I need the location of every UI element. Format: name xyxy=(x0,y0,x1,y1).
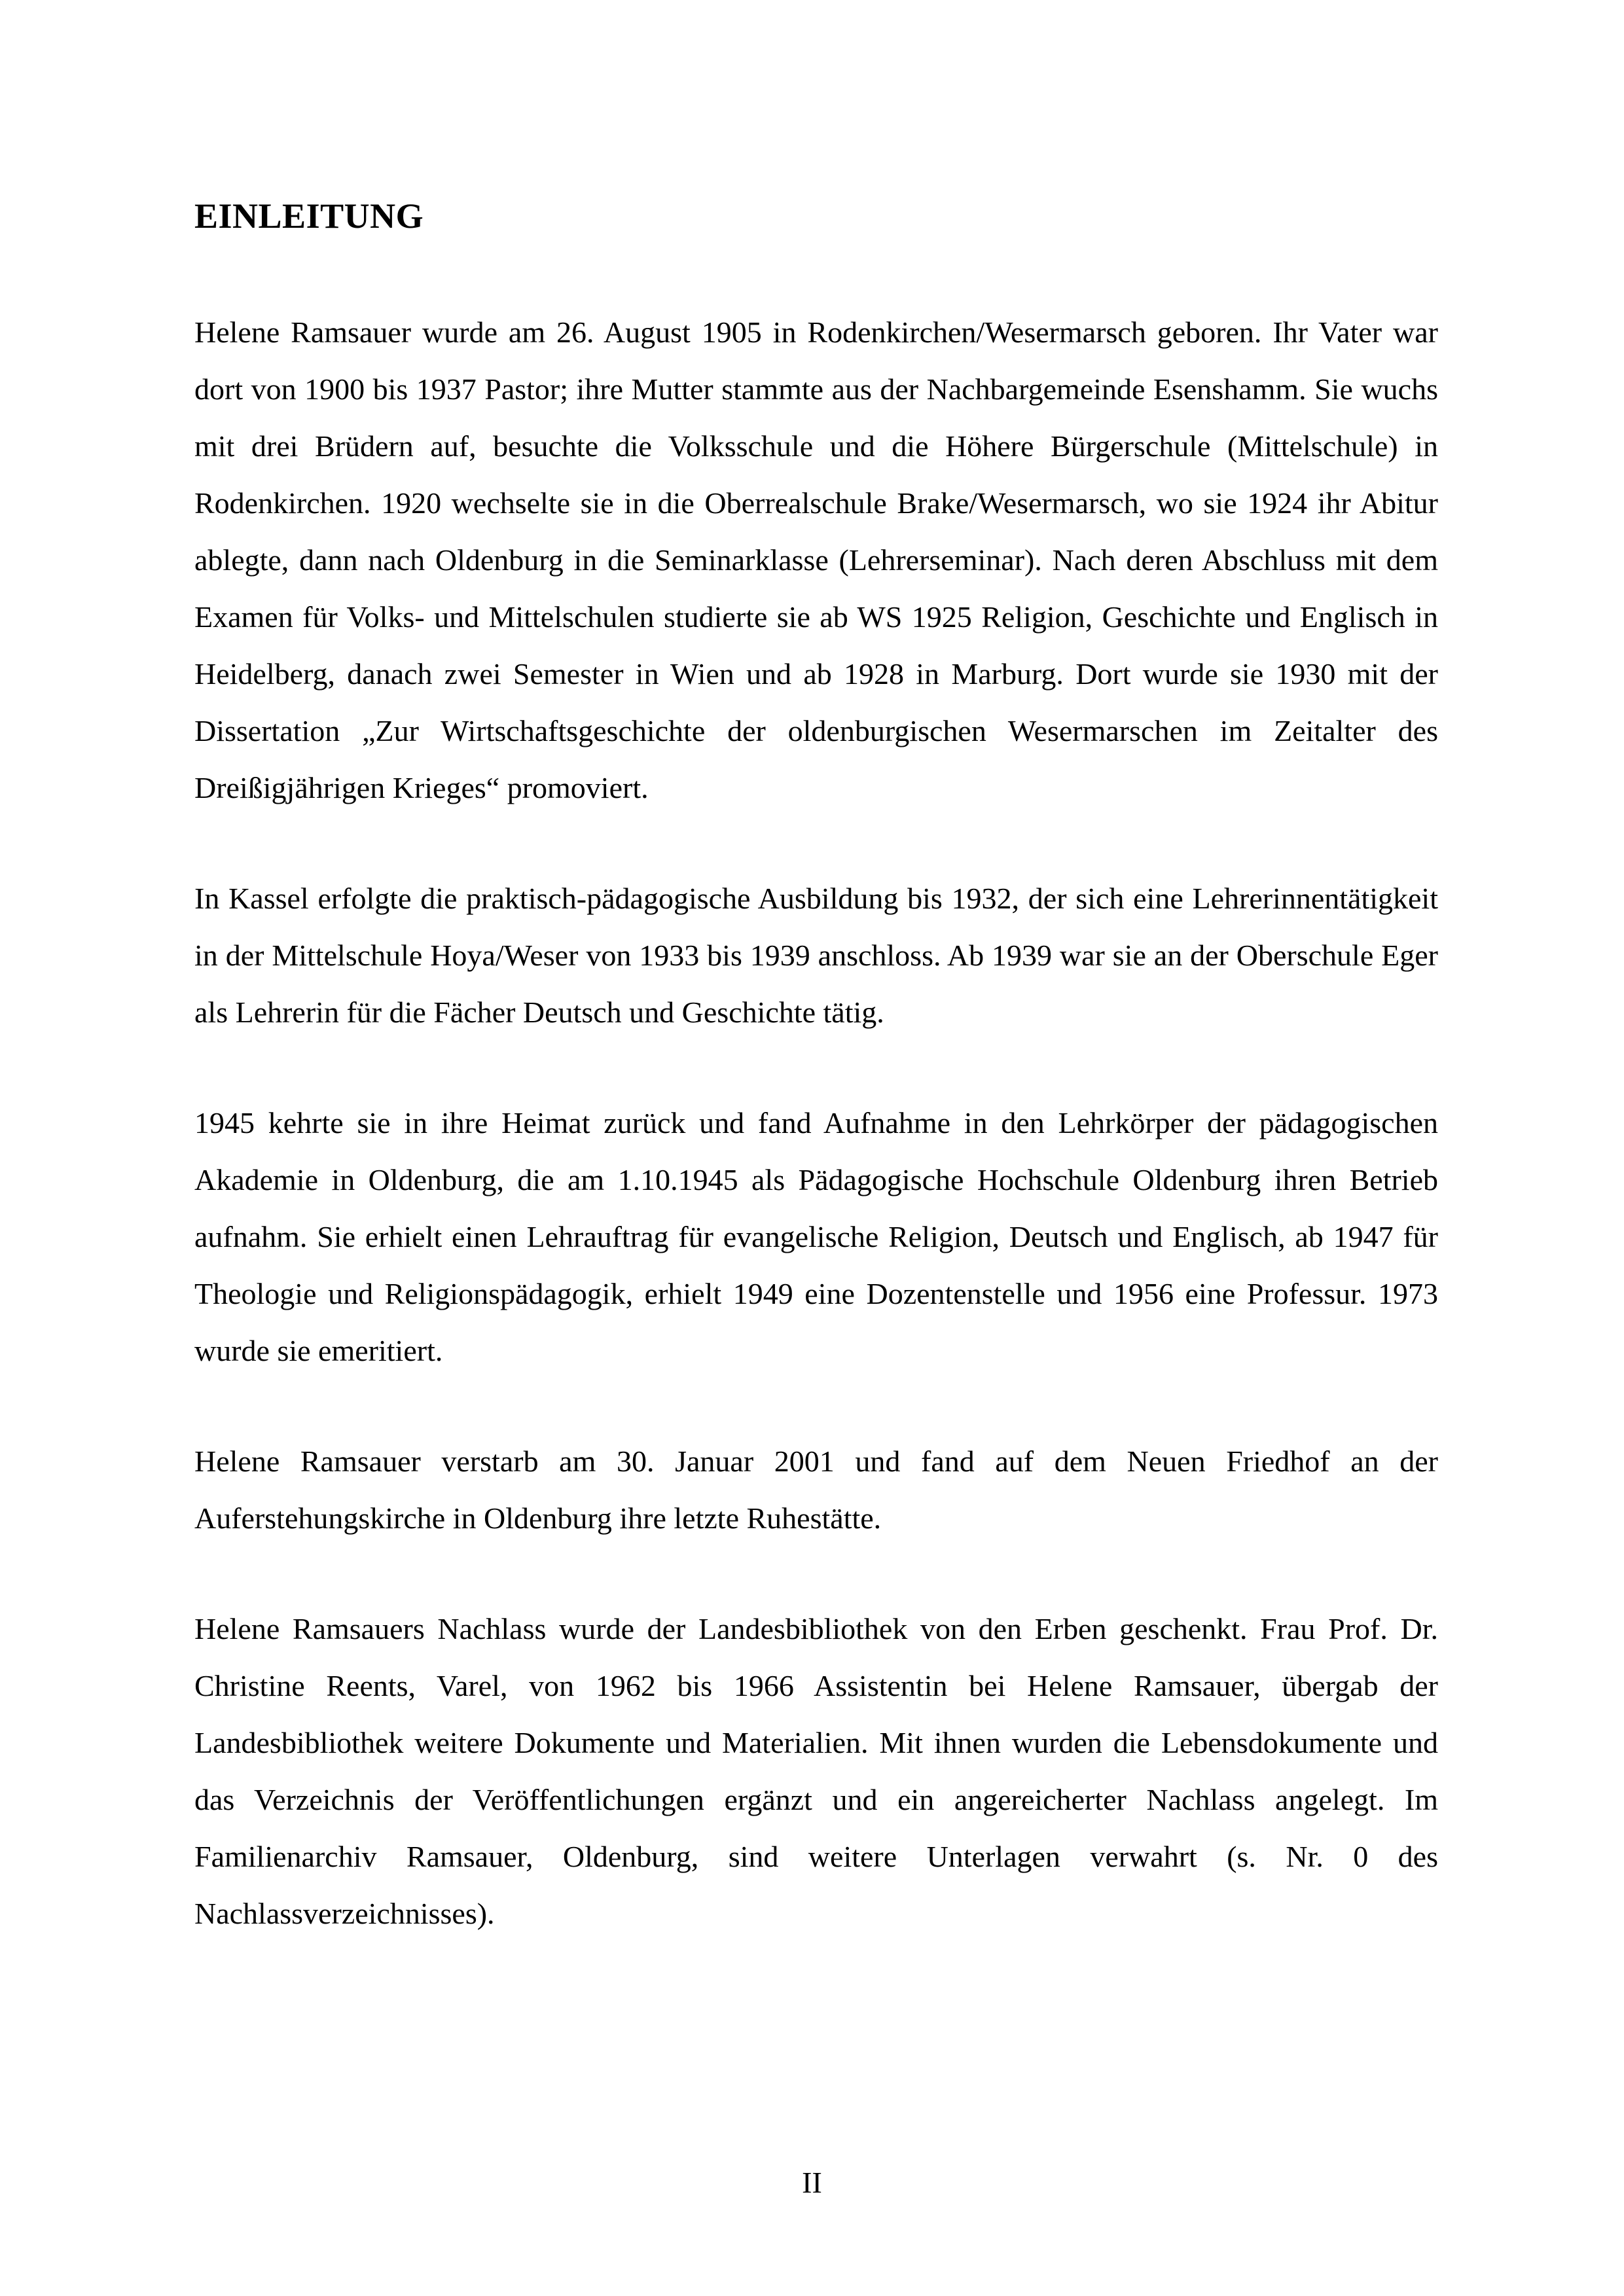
paragraph-death: Helene Ramsauer verstarb am 30. Januar 2001 und fand auf dem Neuen Friedhof an der Auferstehungskirche in Oldenburg ihre letzte Ruhestätte. xyxy=(194,1444,1438,1535)
page-heading: EINLEITUNG xyxy=(194,196,424,236)
page-number: II xyxy=(802,2166,822,2199)
page-content xyxy=(194,190,1438,1996)
paragraph-biography-early-life: Helene Ramsauer wurde am 26. August 1905 in Rodenkirchen/Wesermarsch geboren. Ihr Vater war dort von 1900 bis 1937 Pastor; ihre Mutter stammte aus der Nachbargemeinde Esenshamm. Sie wuchs mit drei Brüdern auf, besuchte die Volksschule und die Höhere Bürgerschule (Mittelschule) in Rodenkirchen. 1920 wechselte sie in die Oberrealschule Brake/Wesermarsch, wo sie 1924 ihr Abitur ablegte, dann nach Oldenburg in die Seminarklasse (Lehrerseminar). Nach deren Abschluss mit dem Examen für Volks- und Mittelschulen studierte sie ab WS 1925 Religion, Geschichte und Englisch in Heidelberg, danach zwei Semester in Wien und ab 1928 in Marburg. Dort wurde sie 1930 mit der Dissertation „Zur Wirtschaftsgeschichte der oldenburgischen Wesermarschen im Zeitalter des Dreißigjährigen Krieges“ promoviert. xyxy=(194,315,1438,804)
paragraph-estate: Helene Ramsauers Nachlass wurde der Landesbibliothek von den Erben geschenkt. Frau Prof. Dr. Christine Reents, Varel, von 1962 bis 1966 Assistentin bei Helene Ramsauer, übergab der Landesbibliothek weitere Dokumente und Materialien. Mit ihnen wurden die Lebensdokumente und das Verzeichnis der Veröffentlichungen ergänzt und ein angereicherter Nachlass angelegt. Im Familienarchiv Ramsauer, Oldenburg, sind weitere Unterlagen verwahrt (s. Nr. 0 des Nachlassverzeichnisses). xyxy=(194,1612,1438,1930)
paragraph-teaching-career: In Kassel erfolgte die praktisch-pädagogische Ausbildung bis 1932, der sich eine Lehrerinnentätigkeit in der Mittelschule Hoya/Weser von 1933 bis 1939 anschloss. Ab 1939 war sie an der Oberschule Eger als Lehrerin für die Fächer Deutsch und Geschichte tätig. xyxy=(194,882,1438,1029)
paragraph-academy-oldenburg: 1945 kehrte sie in ihre Heimat zurück und fand Aufnahme in den Lehrkörper der pädagogischen Akademie in Oldenburg, die am 1.10.1945 als Pädagogische Hochschule Oldenburg ihren Betrieb aufnahm. Sie erhielt einen Lehrauftrag für evangelische Religion, Deutsch und Englisch, ab 1947 für Theologie und Religionspädagogik, erhielt 1949 eine Dozentenstelle und 1956 eine Professur. 1973 wurde sie emeritiert. xyxy=(194,1106,1438,1367)
